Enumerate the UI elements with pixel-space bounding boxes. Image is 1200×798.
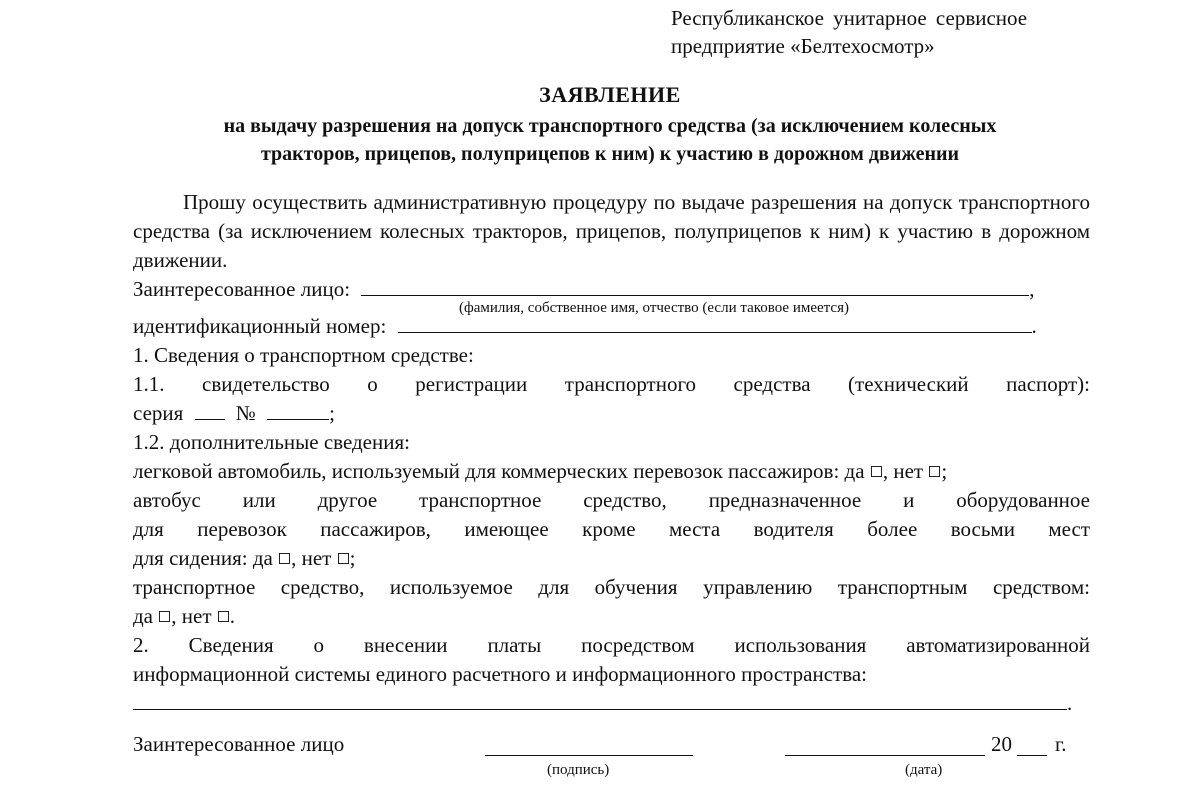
payment-info-row [133,689,1090,718]
section-2-line-1: 2. Сведения о внесении платы посредством использования автоматизированной [133,633,1090,657]
question-bus [133,544,1090,573]
registration-certificate-line: 1.1. свидетельство о регистрации транспортного средства (технический паспорт): [133,372,1090,396]
subtitle-line-2: тракторов, прицепов, полуприцепов к ним) к участию в дорожном движении [260,143,960,165]
recipient-block [671,4,1027,60]
q3-no-label: , нет [171,604,212,628]
series-label: серия [133,401,184,425]
q2-yes-checkbox[interactable] [279,553,290,564]
id-number-period: . [1031,314,1037,338]
q3-line-2: да [133,604,154,628]
payment-info-period: . [1067,691,1073,715]
subtitle-line-1: на выдачу разрешения на допуск транспортного средства (за исключением колесных [223,115,997,137]
series-semicolon: ; [329,401,335,425]
question-commercial-car [133,457,1090,486]
interested-person-comma: , [1029,277,1035,301]
date-field[interactable] [785,735,985,756]
year-prefix: 20 [991,732,1012,756]
interested-person-row [133,275,1090,316]
q2-no-checkbox[interactable] [338,553,349,564]
payment-info-field[interactable] [133,689,1067,710]
q1-no-label: , нет [882,459,924,483]
date-caption: (дата) [905,762,943,778]
q1-no-checkbox[interactable] [929,466,940,477]
q2-line-2: для перевозок пассажиров, имеющее кроме места водителя более восьми мест [133,517,1090,541]
q3-line-1: транспортное средство, используемое для обучения управлению транспортным средством: [133,575,1090,599]
year-suffix: г. [1055,732,1067,756]
q1-semicolon: ; [941,459,948,483]
question-training-vehicle [133,602,1090,631]
name-caption: (фамилия, собственное имя, отчество (если таковое имеется) [459,300,849,316]
signature-person-label: Заинтересованное лицо [133,732,345,756]
q2-no-label: , нет [291,546,332,570]
q2-line-3: для сидения: да [133,546,273,570]
section-2-line-2: информационной системы единого расчетного и информационного пространства: [133,662,867,686]
year-field[interactable] [1017,735,1047,756]
section-1-title: 1. Сведения о транспортном средстве: [133,343,474,367]
interested-person-field[interactable] [361,275,1029,296]
series-field[interactable] [195,399,225,420]
form-body [133,188,1090,718]
number-field[interactable] [267,399,329,420]
q3-no-checkbox[interactable] [218,611,229,622]
q1-yes-checkbox[interactable] [871,466,882,477]
recipient-line-2: предприятие «Белтехосмотр» [671,34,935,58]
id-number-label: идентификационный номер: [133,314,387,338]
document-title: ЗАЯВЛЕНИЕ [539,82,681,107]
intro-paragraph: Прошу осуществить административную процедуру по выдаче разрешения на допуск транспортного средства (за исключением колесных тракторов, прицепов, полуприцепов к ним) к участию в дорожном движении. [133,190,1090,272]
interested-person-label: Заинтересованное лицо: [133,277,351,301]
q2-line-1: автобус или другое транспортное средство, предназначенное и оборудованное [133,488,1090,512]
id-number-row [133,312,1090,341]
q3-period: . [229,604,236,628]
signature-caption: (подпись) [547,762,610,778]
q3-yes-checkbox[interactable] [159,611,170,622]
q2-semicolon: ; [349,546,356,570]
signature-field[interactable] [485,735,693,756]
subsection-1-2-title: 1.2. дополнительные сведения: [133,430,410,454]
id-number-field[interactable] [398,312,1032,333]
series-number-row [133,399,1090,428]
document-subtitle [60,112,1160,168]
signature-block [133,732,1093,792]
q1-text: легковой автомобиль, используемый для коммерческих перевозок пассажиров: да [133,459,865,483]
recipient-line-1: Республиканское унитарное сервисное [671,6,1028,30]
number-sign: № [235,401,256,425]
